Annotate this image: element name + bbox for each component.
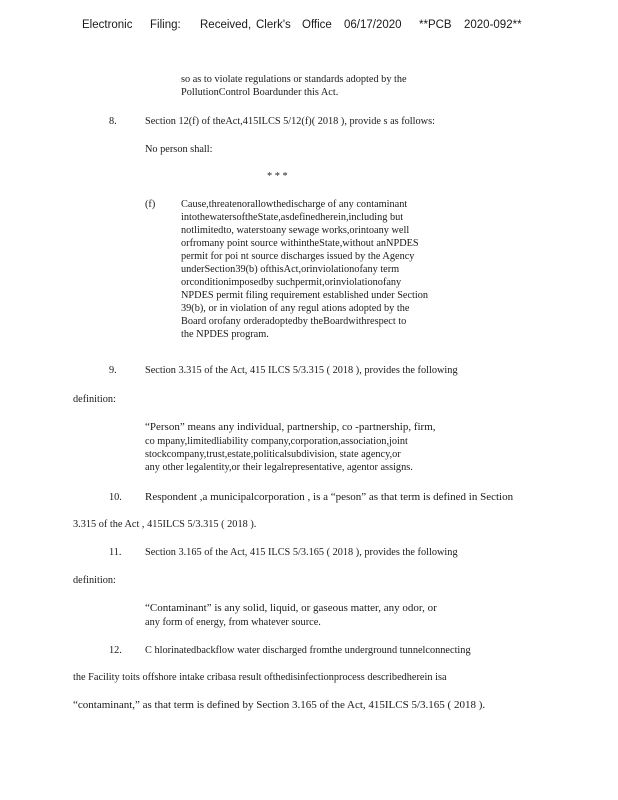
quote-line: 39(b), or in violation of any regul ations adopted by the	[181, 303, 410, 314]
quote-line: orfromany point source withintheState,without anNPDES	[181, 238, 419, 249]
intro-line: so as to violate regulations or standards adopted by the	[181, 74, 407, 85]
paragraph-continuation: 3.315 of the Act , 415ILCS 5/3.315 ( 2018 ).	[73, 519, 257, 530]
header-word: **PCB	[419, 19, 452, 31]
quote-line: notlimitedto, waterstoany sewage works,orintoany well	[181, 225, 410, 236]
paragraph-number: 10.	[109, 492, 122, 503]
paragraph-continuation: definition:	[73, 394, 116, 405]
header-word: Filing:	[150, 19, 181, 31]
quote-line: the NPDES program.	[181, 329, 269, 340]
paragraph-number: 12.	[109, 645, 122, 656]
header-word: 06/17/2020	[344, 19, 402, 31]
paragraph-text: Respondent ,a municipalcorporation , is a “peson” as that term is defined in Section	[145, 491, 514, 503]
quote-line: underSection39(b) ofthisAct,orinviolationofany term	[181, 264, 400, 275]
paragraph-line: “contaminant,” as that term is defined by Section 3.165 of the Act, 415ILCS 5/3.165 ( 2018 ).	[73, 699, 486, 711]
paragraph-continuation: definition:	[73, 575, 116, 586]
paragraph-lead: No person shall:	[145, 144, 213, 155]
paragraph-text: C hlorinatedbackflow water discharged fromthe underground tunnelconnecting	[145, 645, 471, 656]
paragraph-text: Section 3.315 of the Act, 415 ILCS 5/3.315 ( 2018 ), provides the following	[145, 365, 458, 376]
quote-line: intothewatersoftheState,asdefinedherein,including but	[181, 212, 404, 223]
paragraph-text: Section 12(f) of theAct,415ILCS 5/12(f)( 2018 ), provide s as follows:	[145, 116, 435, 127]
quote-line: NPDES permit filing requirement established under Section	[181, 290, 429, 301]
header-word: Received,	[200, 19, 252, 31]
quote-line: any form of energy, from whatever source.	[145, 617, 321, 628]
quote-line: Board orofany orderadoptedby theBoardwithrespect to	[181, 316, 407, 327]
quote-line: Cause,threatenorallowthedischarge of any contaminant	[181, 199, 408, 210]
quote-line: “Person” means any individual, partnership, co -partnership, firm,	[145, 421, 436, 433]
header-word: Office	[302, 19, 332, 31]
quote-line: stockcompany,trust,estate,politicalsubdivision, state agency,or	[145, 449, 401, 460]
quote-line: any other legalentity,or their legalrepresentative, agentor assigns.	[145, 462, 413, 473]
quote-line: co mpany,limitedliability company,corporation,association,joint	[145, 436, 408, 447]
quote-line: orconditionimposedby suchpermit,orinviolationofany	[181, 277, 402, 288]
header-word: 2020-092**	[464, 19, 522, 31]
ellipsis-stars: * * *	[267, 171, 288, 182]
paragraph-text: Section 3.165 of the Act, 415 ILCS 5/3.165 ( 2018 ), provides the following	[145, 547, 458, 558]
header-word: Clerk's	[256, 19, 291, 31]
subsection-label: (f)	[145, 199, 156, 210]
paragraph-number: 8.	[109, 116, 117, 127]
quote-line: permit for poi nt source discharges issued by the Agency	[181, 251, 415, 262]
paragraph-number: 9.	[109, 365, 117, 376]
quote-line: “Contaminant” is any solid, liquid, or gaseous matter, any odor, or	[145, 602, 437, 614]
paragraph-number: 11.	[109, 547, 122, 558]
header-word: Electronic	[82, 19, 133, 31]
paragraph-line: the Facility toits offshore intake cribasa result ofthedisinfectionprocess describedherein isa	[73, 672, 447, 683]
intro-line: PollutionControl Boardunder this Act.	[181, 87, 339, 98]
